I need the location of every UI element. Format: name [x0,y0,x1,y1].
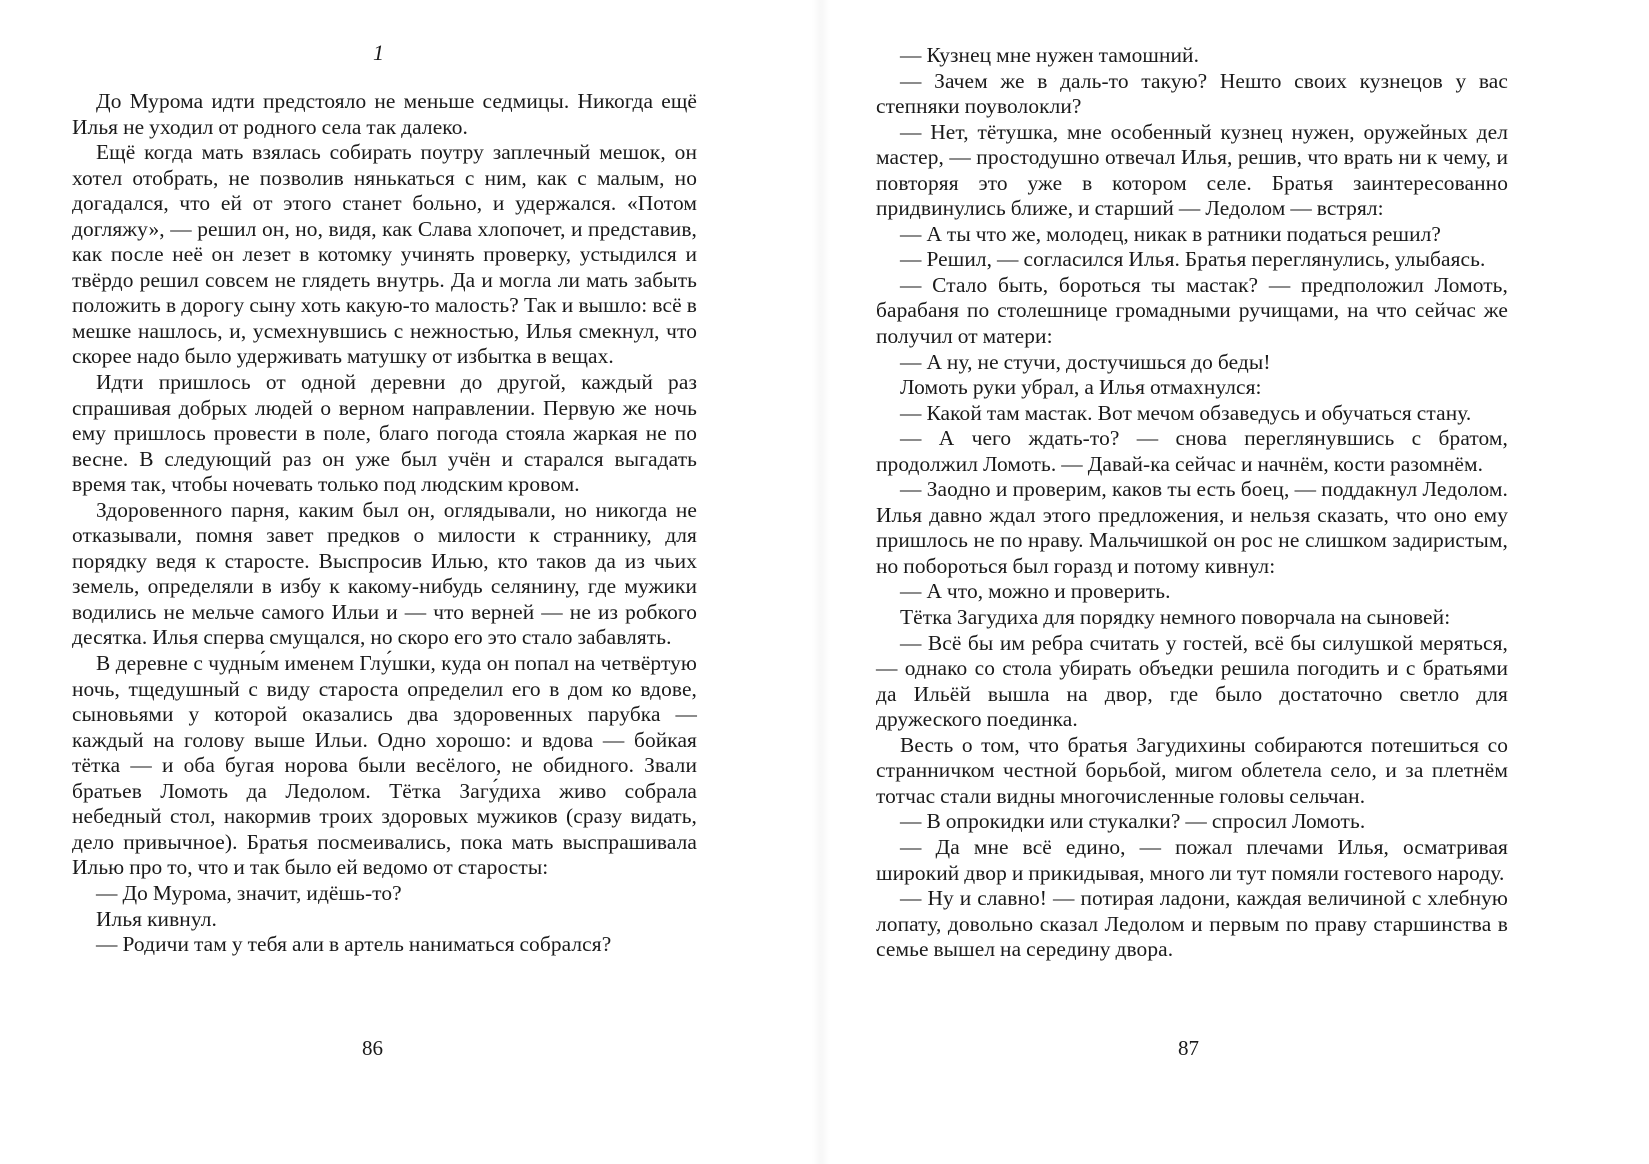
paragraph: — Всё бы им ребра считать у гостей, всё бы силушкой меряться, — однако со стола убирать объедки решила погодить и с братьями да Ильёй вышла на двор, где было достаточно светло для дружеского поединка. [876,630,1508,732]
paragraph: — Да мне всё едино, — пожал плечами Илья, осматривая широкий двор и прикидывая, много ли тут помяли гостевого народу. [876,834,1508,885]
paragraph: — Зачем же в даль-то такую? Нешто своих кузнецов у вас степняки поуволокли? [876,68,1508,119]
page-number-right: 87 [1178,1036,1199,1060]
right-page-text [876,43,1508,963]
paragraph: — А что, можно и проверить. [900,579,1171,604]
page-number-left: 86 [362,1036,383,1060]
left-page-text [72,89,697,958]
book-gutter [812,0,830,1164]
paragraph: — Какой там мастак. Вот мечом обзаведусь и обучаться стану. [900,400,1472,425]
chapter-number: 1 [373,40,384,65]
paragraph: Весть о том, что братья Загудихины собираются потешиться со странничком честной борьбой, мигом облетела село, и за плетнём тотчас стали видны многочисленные головы сельчан. [876,732,1508,808]
paragraph: — Родичи там у тебя али в артель наниматься собрался? [96,932,612,957]
paragraph: В деревне с чудны́м именем Глу́шки, куда он попал на четвёртую ночь, тщедушный с виду староста определил его в дом ко вдове, сыновьями у которой оказались два здоровенных парубка — каждый на голову выше Ильи. Одно хорошо: и вдова — бойкая тётка — и оба бугая норова были весёлого, не обидного. Звали братьев Ломоть да Ледолом. Тётка Загу́диха живо собрала небедный стол, накормив троих здоровых мужиков (сразу видать, дело привычное). Братья посмеивались, пока мать выспрашивала Илью про то, что и так было ей ведомо от старосты: [72,651,697,880]
paragraph: — Решил, — согласился Илья. Братья переглянулись, улыбаясь. [900,247,1486,272]
paragraph: — Стало быть, бороться ты мастак? — предположил Ломоть, барабаня по столешнице громадными ручищами, на что сейчас же получил от матери: [876,272,1508,349]
paragraph: До Мурома идти предстояло не меньше седмицы. Никогда ещё Илья не уходил от родного села так далеко. [72,89,697,139]
paragraph: — А ты что же, молодец, никак в ратники податься решил? [900,221,1441,246]
paragraph: Илья кивнул. [96,906,217,931]
paragraph: Тётка Загудиха для порядку немного поворчала на сыновей: [900,605,1451,630]
paragraph: Идти пришлось от одной деревни до другой, каждый раз спрашивая добрых людей о верном направлении. Первую же ночь ему пришлось провести в поле, благо погода стояла жаркая не по весне. В следующий раз он уже был учён и старался выгадать время так, чтобы ночевать только под людским кровом. [72,370,697,497]
paragraph: Здоровенного парня, каким был он, оглядывали, но никогда не отказывали, помня завет предков о милости к страннику, для порядку ведя к старосте. Выспросив Илью, кто таков да из чьих земель, определяли в избу к какому-нибудь селянину, где мужики водились не мельче самого Ильи и — что верней — не из робкого десятка. Илья сперва смущался, но скоро его это стало забавлять. [72,497,697,650]
right-page [830,0,1649,1164]
paragraph: — А ну, не стучи, достучишься до беды! [900,349,1271,374]
paragraph: — Заодно и проверим, каков ты есть боец, — поддакнул Ледолом. Илья давно ждал этого предложения, и нельзя сказать, что оно ему пришлось не по нраву. Мальчишкой он рос не слишком задиристым, но побороться был горазд и потому кивнул: [876,477,1508,578]
left-page [0,0,800,1164]
paragraph: — А чего ждать-то? — снова переглянувшись с братом, продолжил Ломоть. — Давай-ка сейчас и начнём, кости разомнём. [876,426,1508,476]
paragraph: — Кузнец мне нужен тамошний. [900,43,1200,67]
paragraph: — До Мурома, значит, идёшь-то? [96,880,402,905]
paragraph: Ещё когда мать взялась собирать поутру заплечный мешок, он хотел отобрать, не позволив нянькаться с ним, как с малым, но догадался, что ей от этого станет больно, и удержался. «Потом догляжу», — решил он, но, видя, как Слава хлопочет, и представив, как после неё он лезет в котомку учинять проверку, устыдился и твёрдо решил совсем не глядеть внутрь. Да и могла ли мать забыть положить в дорогу сыну хоть какую-то малость? Так и вышло: всё в мешке нашлось, и, усмехнувшись с нежностью, Илья смекнул, что скорее надо было удерживать матушку от избытка в вещах. [72,140,697,369]
paragraph: — В опрокидки или стукалки? — спросил Ломоть. [900,809,1366,834]
paragraph: — Ну и славно! — потирая ладони, каждая величиной с хлебную лопату, довольно сказал Ледолом и первым по праву старшинства в семье вышел на середину двора. [876,886,1508,962]
paragraph: Ломоть руки убрал, а Илья отмахнулся: [900,375,1262,400]
paragraph: — Нет, тётушка, мне особенный кузнец нужен, оружейных дел мастер, — простодушно отвечал Илья, решив, что врать ни к чему, и повторяя это уже в котором селе. Братья заинтересованно придвинулись ближе, и старший — Ледолом — встрял: [876,119,1508,221]
